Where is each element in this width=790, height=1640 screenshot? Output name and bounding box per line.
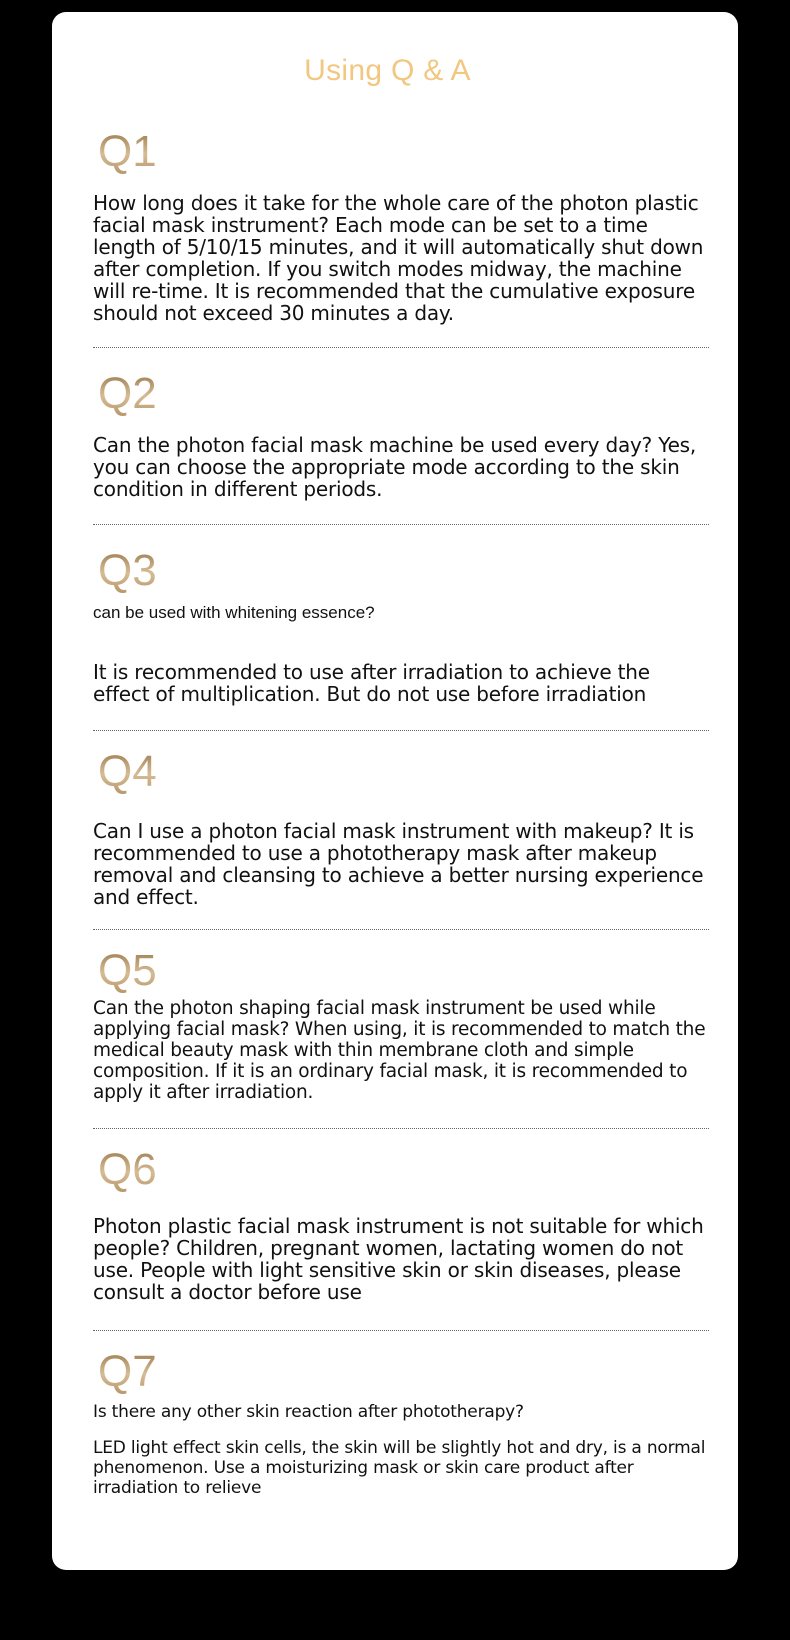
divider bbox=[93, 524, 709, 525]
qa-text: Can I use a photon facial mask instrument with makeup? It is recommended to use a phototherapy mask after makeup removal and cleansing to achieve a better nursing experience and effect. bbox=[93, 819, 704, 909]
qa-text: Can the photon facial mask machine be used every day? Yes, you can choose the appropriate mode according to the skin condition in different periods. bbox=[93, 433, 697, 501]
question-label: Q3 bbox=[98, 546, 157, 595]
question-text: Is there any other skin reaction after phototherapy? bbox=[93, 1402, 524, 1422]
divider bbox=[93, 730, 709, 731]
divider bbox=[93, 347, 709, 348]
question-label: Q1 bbox=[98, 127, 157, 176]
divider bbox=[93, 1128, 709, 1129]
answer-text: LED light effect skin cells, the skin will be slightly hot and dry, is a normal phenomenon. Use a moisturizing mask or skin care product after irradiation to relieve bbox=[93, 1438, 706, 1498]
question-text: can be used with whitening essence? bbox=[93, 603, 375, 622]
answer-text: It is recommended to use after irradiation to achieve the effect of multiplication. But do not use before irradiation bbox=[93, 660, 650, 706]
question-label: Q5 bbox=[98, 946, 157, 995]
page-title: Using Q & A bbox=[304, 54, 471, 87]
qa-card bbox=[52, 12, 738, 1570]
qa-text: How long does it take for the whole care of the photon plastic facial mask instrument? Each mode can be set to a time length of 5/10/15 minutes, and it will automatically shut down after completion. If you switch modes midway, the machine will re-time. It is recommended that the cumulative exposure should not exceed 30 minutes a day. bbox=[93, 191, 704, 325]
qa-text: Can the photon shaping facial mask instrument be used while applying facial mask? When using, it is recommended to match the medical beauty mask with thin membrane cloth and simple composition. If it is an ordinary facial mask, it is recommended to apply it after irradiation. bbox=[93, 998, 706, 1103]
question-label: Q2 bbox=[98, 369, 157, 418]
question-label: Q6 bbox=[98, 1145, 157, 1194]
divider bbox=[93, 1330, 709, 1331]
question-label: Q4 bbox=[98, 747, 157, 796]
question-label: Q7 bbox=[98, 1347, 157, 1396]
divider bbox=[93, 929, 709, 930]
qa-text: Photon plastic facial mask instrument is not suitable for which people? Children, pregnant women, lactating women do not use. People with light sensitive skin or skin diseases, please consult a doctor before use bbox=[93, 1214, 704, 1304]
